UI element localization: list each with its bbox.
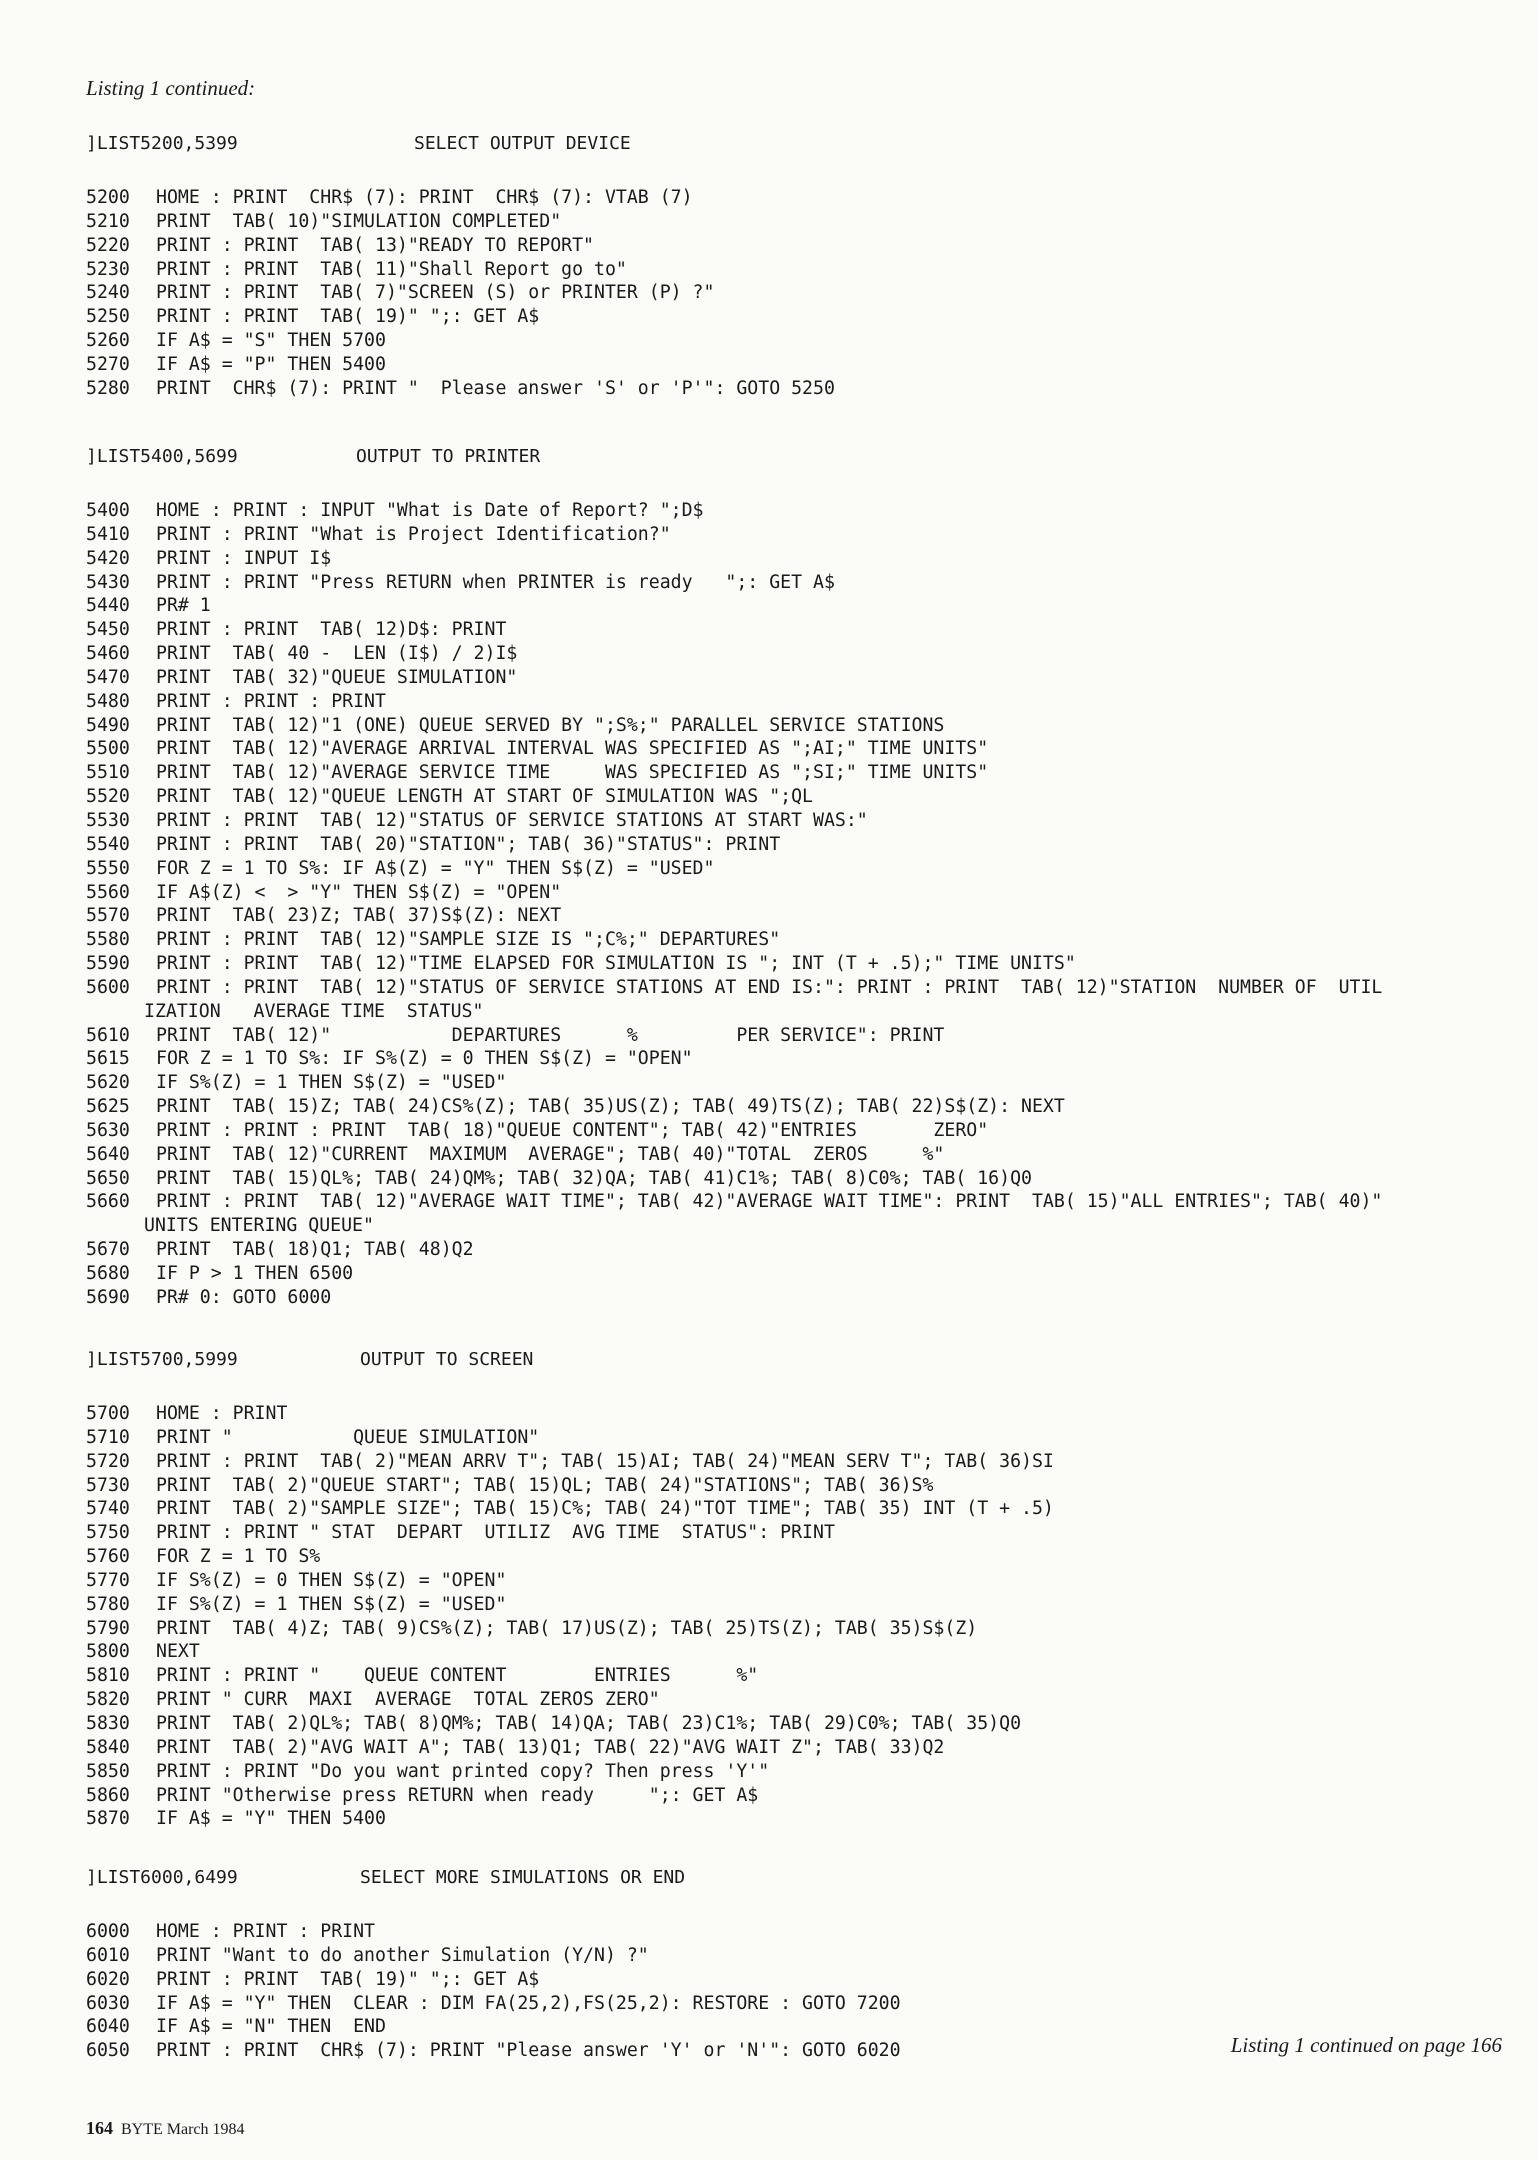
- line-number: 5780: [86, 1593, 130, 1615]
- line-statement: PRINT "Want to do another Simulation (Y/N) ?": [156, 1944, 649, 1966]
- line-number: 5490: [86, 714, 130, 736]
- line-statement: PRINT TAB( 12)"1 (ONE) QUEUE SERVED BY ";S%;" PARALLEL SERVICE STATIONS: [156, 714, 945, 736]
- line-number: 6010: [86, 1944, 130, 1966]
- line-statement: PRINT CHR$ (7): PRINT " Please answer 'S' or 'P'": GOTO 5250: [156, 377, 835, 399]
- line-statement: PRINT : PRINT " STAT DEPART UTILIZ AVG TIME STATUS": PRINT: [156, 1522, 835, 1544]
- line-statement: PRINT TAB( 12)"QUEUE LENGTH AT START OF SIMULATION WAS ";QL: [156, 786, 813, 808]
- code-line: [86, 1760, 1054, 1784]
- line-statement: PRINT : PRINT TAB( 12)"STATUS OF SERVICE STATIONS AT END IS:": PRINT : PRINT TAB( 12)"STATION NUMBER OF UTIL: [156, 976, 1383, 998]
- line-number: 5240: [86, 282, 130, 304]
- line-number: 5630: [86, 1119, 130, 1141]
- code-line: [86, 499, 1382, 523]
- line-number: 5570: [86, 905, 130, 927]
- code-lines: [86, 1402, 1054, 1831]
- code-line: [86, 1920, 901, 1944]
- line-statement: PRINT TAB( 15)Z; TAB( 24)CS%(Z); TAB( 35)US(Z); TAB( 49)TS(Z); TAB( 22)S$(Z): NEXT: [156, 1096, 1065, 1118]
- line-statement: IF S%(Z) = 1 THEN S$(Z) = "USED": [156, 1072, 507, 1094]
- line-number: 5400: [86, 500, 130, 521]
- line-statement: PRINT TAB( 2)"AVG WAIT A"; TAB( 13)Q1; TAB( 22)"AVG WAIT Z"; TAB( 33)Q2: [156, 1736, 945, 1758]
- line-number: 5770: [86, 1569, 130, 1591]
- code-line: [86, 1569, 1054, 1593]
- line-number: 5620: [86, 1072, 130, 1094]
- line-statement: PRINT TAB( 12)"AVERAGE SERVICE TIME WAS SPECIFIED AS ";SI;" TIME UNITS": [156, 762, 989, 784]
- line-number: 5210: [86, 210, 130, 232]
- line-number: 5700: [86, 1403, 130, 1424]
- code-line: [86, 2015, 901, 2039]
- code-line: [86, 210, 835, 234]
- line-statement: IF A$ = "N" THEN END: [156, 2016, 386, 2038]
- listing-continued-header: Listing 1 continued:: [86, 76, 256, 100]
- line-number: 5450: [86, 619, 130, 641]
- line-statement: HOME : PRINT : INPUT "What is Date of Report? ";D$: [156, 500, 704, 521]
- code-line: [86, 258, 835, 282]
- line-number: 5870: [86, 1808, 130, 1830]
- line-number: 5600: [86, 976, 130, 998]
- line-statement: PRINT TAB( 10)"SIMULATION COMPLETED": [156, 210, 562, 232]
- line-number: 5230: [86, 258, 130, 280]
- line-statement: PRINT : PRINT TAB( 2)"MEAN ARRV T"; TAB( 15)AI; TAB( 24)"MEAN SERV T"; TAB( 36)SI: [156, 1450, 1054, 1472]
- line-number: 5270: [86, 353, 130, 375]
- line-statement: PRINT : PRINT TAB( 11)"Shall Report go to": [156, 258, 627, 280]
- code-line: [86, 305, 835, 329]
- line-statement: PRINT TAB( 15)QL%; TAB( 24)QM%; TAB( 32)QA; TAB( 41)C1%; TAB( 8)C0%; TAB( 16)Q0: [156, 1167, 1032, 1189]
- line-statement: PRINT : PRINT TAB( 20)"STATION"; TAB( 36)"STATUS": PRINT: [156, 833, 781, 855]
- line-statement: PR# 0: GOTO 6000: [156, 1286, 332, 1308]
- code-line: [86, 1238, 1382, 1262]
- code-line: [86, 1497, 1054, 1521]
- line-number: 5420: [86, 547, 130, 569]
- line-number: 5510: [86, 762, 130, 784]
- code-line: [86, 523, 1382, 547]
- code-lines: [86, 186, 835, 401]
- code-line: [86, 714, 1382, 738]
- code-line: [86, 1214, 1382, 1238]
- code-line: [86, 1784, 1054, 1808]
- code-line: [86, 785, 1382, 809]
- section-heading: [86, 1348, 1054, 1372]
- code-line: [86, 1593, 1054, 1617]
- line-number: 5460: [86, 643, 130, 665]
- line-statement: IF S%(Z) = 1 THEN S$(Z) = "USED": [156, 1593, 507, 1615]
- code-line: [86, 881, 1382, 905]
- line-statement: PRINT : PRINT TAB( 12)"SAMPLE SIZE IS ";C%;" DEPARTURES": [156, 929, 781, 951]
- code-line: [86, 1944, 901, 1968]
- line-number: 6000: [86, 1921, 130, 1942]
- line-number: 5640: [86, 1143, 130, 1165]
- code-line: [86, 377, 835, 401]
- line-number: 5750: [86, 1522, 130, 1544]
- section-title: SELECT OUTPUT DEVICE: [414, 133, 631, 154]
- line-statement: IF S%(Z) = 0 THEN S$(Z) = "OPEN": [156, 1569, 507, 1591]
- code-line: [86, 1167, 1382, 1191]
- line-statement: PRINT : PRINT : PRINT: [156, 690, 386, 712]
- code-line: [86, 1545, 1054, 1569]
- line-statement: PRINT : PRINT "What is Project Identification?": [156, 523, 671, 545]
- line-number: 5740: [86, 1498, 130, 1520]
- section-title: SELECT MORE SIMULATIONS OR END: [360, 1867, 686, 1888]
- line-number: 5850: [86, 1760, 130, 1782]
- line-number: 5670: [86, 1239, 130, 1261]
- line-number: 5590: [86, 953, 130, 975]
- line-statement: PRINT TAB( 12)"AVERAGE ARRIVAL INTERVAL WAS SPECIFIED AS ";AI;" TIME UNITS": [156, 738, 989, 760]
- line-statement: IF A$ = "Y" THEN CLEAR : DIM FA(25,2),FS(25,2): RESTORE : GOTO 7200: [156, 1992, 901, 2014]
- line-statement: PRINT : PRINT TAB( 7)"SCREEN (S) or PRINTER (P) ?": [156, 282, 715, 304]
- code-line: [86, 928, 1382, 952]
- line-number: 5580: [86, 929, 130, 951]
- line-number: 6050: [86, 2040, 130, 2062]
- line-number: 5820: [86, 1689, 130, 1711]
- continued-on-note: Listing 1 continued on page 166: [1230, 2033, 1502, 2057]
- listing-section: [86, 1348, 1054, 1831]
- code-line: [86, 1617, 1054, 1641]
- code-line: [86, 1000, 1382, 1024]
- line-number: 6020: [86, 1968, 130, 1990]
- line-statement: PRINT : PRINT TAB( 12)"STATUS OF SERVICE STATIONS AT START WAS:": [156, 809, 868, 831]
- code-line: [86, 904, 1382, 928]
- line-statement: PRINT " QUEUE SIMULATION": [156, 1426, 540, 1448]
- line-number: 5810: [86, 1665, 130, 1687]
- line-number: 5680: [86, 1263, 130, 1284]
- code-line: [86, 2039, 901, 2063]
- code-line: [86, 857, 1382, 881]
- line-number: 5410: [86, 523, 130, 545]
- line-statement: PRINT TAB( 4)Z; TAB( 9)CS%(Z); TAB( 17)US(Z); TAB( 25)TS(Z); TAB( 35)S$(Z): [156, 1617, 978, 1639]
- section-title: OUTPUT TO PRINTER: [356, 446, 541, 467]
- line-number: 5730: [86, 1474, 130, 1496]
- code-line: [86, 1426, 1054, 1450]
- section-heading: [86, 132, 835, 156]
- code-line: [86, 1143, 1382, 1167]
- line-number: 5480: [86, 690, 130, 712]
- code-line: [86, 761, 1382, 785]
- code-line: [86, 1190, 1382, 1214]
- code-line: [86, 1736, 1054, 1760]
- line-number: 5690: [86, 1286, 130, 1308]
- line-statement: IF A$(Z) < > "Y" THEN S$(Z) = "OPEN": [156, 881, 562, 903]
- line-statement: IZATION AVERAGE TIME STATUS": [144, 1000, 484, 1022]
- line-statement: PRINT : PRINT TAB( 12)"TIME ELAPSED FOR SIMULATION IS "; INT (T + .5);" TIME UNITS": [156, 953, 1076, 975]
- line-statement: PRINT TAB( 2)"QUEUE START"; TAB( 15)QL; TAB( 24)"STATIONS"; TAB( 36)S%: [156, 1474, 934, 1496]
- listing-section: [86, 445, 1382, 1310]
- list-command: ]LIST5400,5699: [86, 446, 238, 467]
- code-line: [86, 618, 1382, 642]
- code-line: [86, 1521, 1054, 1545]
- code-line: [86, 1640, 1054, 1664]
- line-statement: PRINT TAB( 2)"SAMPLE SIZE"; TAB( 15)C%; TAB( 24)"TOT TIME"; TAB( 35) INT (T + .5): [156, 1498, 1054, 1520]
- line-number: 5440: [86, 595, 130, 617]
- section-heading: [86, 445, 1382, 469]
- line-statement: PRINT : PRINT TAB( 13)"READY TO REPORT": [156, 234, 594, 256]
- code-line: [86, 1286, 1382, 1310]
- line-number: 5760: [86, 1546, 130, 1568]
- code-line: [86, 642, 1382, 666]
- section-title: OUTPUT TO SCREEN: [360, 1349, 534, 1370]
- line-number: 5610: [86, 1024, 130, 1046]
- line-statement: PRINT "Otherwise press RETURN when ready ";: GET A$: [156, 1784, 759, 1806]
- line-number: 5710: [86, 1426, 130, 1448]
- code-line: [86, 737, 1382, 761]
- line-number: 5650: [86, 1167, 130, 1189]
- code-lines: [86, 1920, 901, 2063]
- line-statement: PRINT : PRINT TAB( 12)"AVERAGE WAIT TIME"; TAB( 42)"AVERAGE WAIT TIME": PRINT TAB( 15)"ALL ENTRIES"; TAB( 40)": [156, 1191, 1383, 1213]
- code-lines: [86, 499, 1382, 1310]
- line-number: 5860: [86, 1784, 130, 1806]
- code-line: [86, 281, 835, 305]
- line-statement: PRINT : INPUT I$: [156, 547, 332, 569]
- line-statement: PRINT : PRINT TAB( 19)" ";: GET A$: [156, 306, 540, 328]
- code-line: [86, 1688, 1054, 1712]
- line-statement: IF A$ = "P" THEN 5400: [156, 353, 386, 375]
- list-command: ]LIST6000,6499: [86, 1867, 238, 1888]
- code-line: [86, 976, 1382, 1000]
- line-number: 5200: [86, 187, 130, 208]
- code-line: [86, 833, 1382, 857]
- line-number: 5560: [86, 881, 130, 903]
- line-statement: UNITS ENTERING QUEUE": [144, 1215, 374, 1237]
- code-line: [86, 1262, 1382, 1286]
- code-line: [86, 1712, 1054, 1736]
- line-statement: PRINT TAB( 12)"CURRENT MAXIMUM AVERAGE"; TAB( 40)"TOTAL ZEROS %": [156, 1143, 945, 1165]
- line-number: 5660: [86, 1191, 130, 1213]
- line-statement: PRINT : PRINT TAB( 12)D$: PRINT: [156, 619, 507, 641]
- line-number: 5500: [86, 738, 130, 760]
- line-statement: NEXT: [156, 1641, 200, 1663]
- line-number: 5540: [86, 833, 130, 855]
- code-line: [86, 666, 1382, 690]
- line-statement: PRINT TAB( 2)QL%; TAB( 8)QM%; TAB( 14)QA; TAB( 23)C1%; TAB( 29)C0%; TAB( 35)Q0: [156, 1712, 1022, 1734]
- line-number: 5280: [86, 377, 130, 399]
- line-number: 5840: [86, 1736, 130, 1758]
- line-number: 5430: [86, 571, 130, 593]
- code-line: [86, 1071, 1382, 1095]
- line-statement: HOME : PRINT CHR$ (7): PRINT CHR$ (7): VTAB (7): [156, 187, 693, 208]
- line-statement: PRINT : PRINT CHR$ (7): PRINT "Please answer 'Y' or 'N'": GOTO 6020: [156, 2040, 901, 2062]
- line-statement: PRINT TAB( 32)"QUEUE SIMULATION": [156, 666, 518, 688]
- magazine-issue: BYTE March 1984: [121, 2121, 245, 2138]
- code-line: [86, 1119, 1382, 1143]
- code-line: [86, 1095, 1382, 1119]
- line-statement: PR# 1: [156, 595, 211, 617]
- code-line: [86, 547, 1382, 571]
- code-line: [86, 809, 1382, 833]
- line-number: 5220: [86, 234, 130, 256]
- line-statement: IF A$ = "S" THEN 5700: [156, 330, 386, 352]
- code-line: [86, 1047, 1382, 1071]
- line-number: 5800: [86, 1641, 130, 1663]
- line-statement: PRINT TAB( 23)Z; TAB( 37)S$(Z): NEXT: [156, 905, 562, 927]
- page-folio: [86, 2118, 245, 2139]
- code-line: [86, 571, 1382, 595]
- code-line: [86, 1807, 1054, 1831]
- page-number: 164: [86, 2118, 113, 2138]
- line-number: 5470: [86, 666, 130, 688]
- line-statement: FOR Z = 1 TO S%: IF A$(Z) = "Y" THEN S$(Z) = "USED": [156, 857, 715, 879]
- line-number: 5625: [86, 1096, 130, 1118]
- line-statement: HOME : PRINT : PRINT: [156, 1921, 375, 1942]
- line-statement: PRINT : PRINT : PRINT TAB( 18)"QUEUE CONTENT"; TAB( 42)"ENTRIES ZERO": [156, 1119, 989, 1141]
- line-number: 6030: [86, 1992, 130, 2014]
- code-line: [86, 952, 1382, 976]
- line-number: 5260: [86, 330, 130, 352]
- code-line: [86, 1024, 1382, 1048]
- listing-section: [86, 1866, 901, 2063]
- list-command: ]LIST5700,5999: [86, 1349, 238, 1370]
- line-statement: IF A$ = "Y" THEN 5400: [156, 1808, 386, 1830]
- line-statement: PRINT TAB( 40 - LEN (I$) / 2)I$: [156, 643, 518, 665]
- code-line: [86, 1450, 1054, 1474]
- line-number: 5830: [86, 1712, 130, 1734]
- line-number: 6040: [86, 2016, 130, 2038]
- line-number: 5615: [86, 1048, 130, 1070]
- code-line: [86, 353, 835, 377]
- line-number: 5550: [86, 857, 130, 879]
- line-statement: PRINT : PRINT " QUEUE CONTENT ENTRIES %": [156, 1665, 759, 1687]
- listing-section: [86, 132, 835, 401]
- line-statement: PRINT " CURR MAXI AVERAGE TOTAL ZEROS ZERO": [156, 1689, 660, 1711]
- code-line: [86, 1664, 1054, 1688]
- line-statement: PRINT : PRINT "Do you want printed copy? Then press 'Y'": [156, 1760, 770, 1782]
- code-line: [86, 329, 835, 353]
- line-number: 5530: [86, 809, 130, 831]
- code-line: [86, 1968, 901, 1992]
- code-line: [86, 690, 1382, 714]
- list-command: ]LIST5200,5399: [86, 133, 238, 154]
- line-statement: PRINT TAB( 12)" DEPARTURES % PER SERVICE": PRINT: [156, 1024, 945, 1046]
- line-statement: FOR Z = 1 TO S%: [156, 1546, 321, 1568]
- line-number: 5720: [86, 1450, 130, 1472]
- line-statement: PRINT : PRINT TAB( 19)" ";: GET A$: [156, 1968, 540, 1990]
- line-number: 5250: [86, 306, 130, 328]
- code-line: [86, 1402, 1054, 1426]
- line-number: 5520: [86, 786, 130, 808]
- line-statement: FOR Z = 1 TO S%: IF S%(Z) = 0 THEN S$(Z) = "OPEN": [156, 1048, 693, 1070]
- line-statement: PRINT TAB( 18)Q1; TAB( 48)Q2: [156, 1239, 474, 1261]
- line-statement: IF P > 1 THEN 6500: [156, 1263, 354, 1284]
- code-line: [86, 234, 835, 258]
- code-line: [86, 1474, 1054, 1498]
- line-statement: PRINT : PRINT "Press RETURN when PRINTER is ready ";: GET A$: [156, 571, 835, 593]
- code-line: [86, 594, 1382, 618]
- code-line: [86, 186, 835, 210]
- section-heading: [86, 1866, 901, 1890]
- line-statement: HOME : PRINT: [156, 1403, 288, 1424]
- code-line: [86, 1992, 901, 2016]
- line-number: 5790: [86, 1617, 130, 1639]
